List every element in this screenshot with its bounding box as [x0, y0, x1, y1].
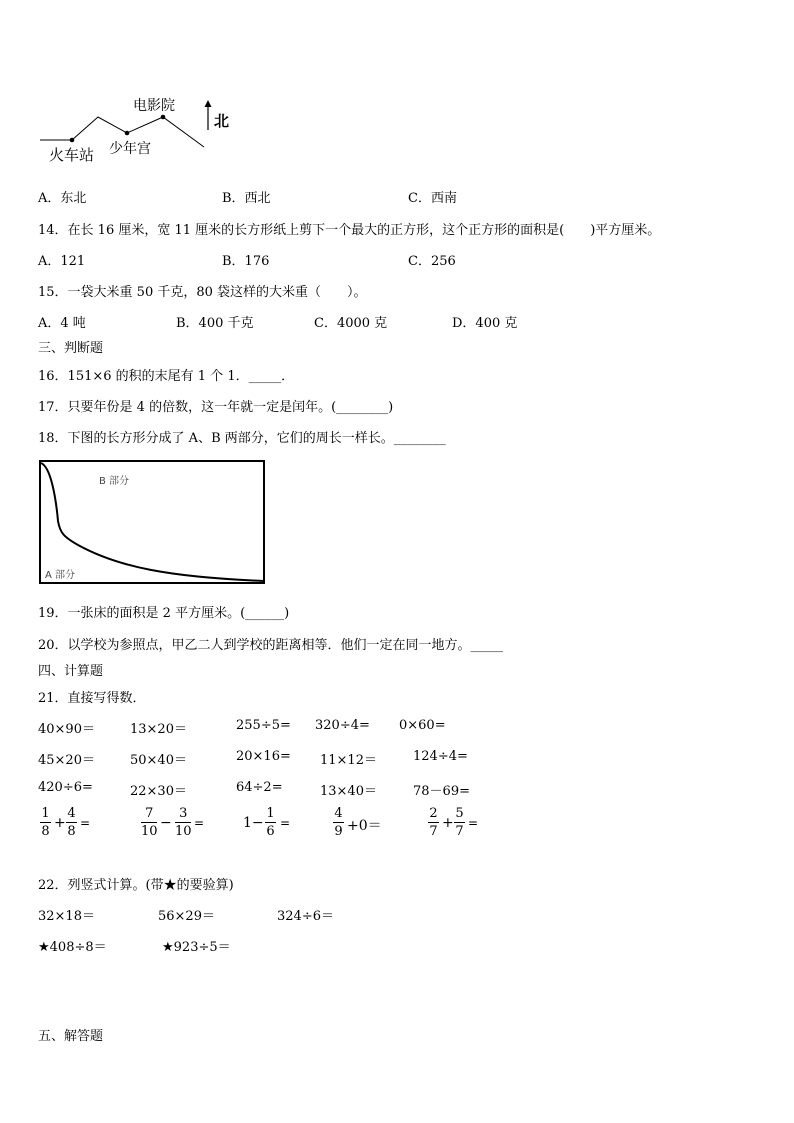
denominator: 10 [175, 824, 192, 839]
q15-option-b: B．400 千克 [176, 316, 254, 331]
whole-part: 1− [243, 815, 264, 831]
cinema-label: 电影院 [133, 98, 175, 114]
station-label: 火车站 [49, 146, 95, 164]
denominator: 6 [266, 824, 275, 839]
operator: + [54, 815, 66, 831]
section-4-heading: 四、计算题 [38, 664, 104, 679]
calc-item: 40×90＝ [38, 722, 95, 737]
q15-option-a: A．4 吨 [38, 316, 86, 331]
vertical-calc-item: 32×18＝ [38, 909, 95, 924]
numerator: 7 [145, 806, 154, 821]
q15-option-d: D．400 克 [452, 316, 518, 331]
q20-text: 20．以学校为参照点，甲乙二人到学校的距离相等．他们一定在同一地方。_____ [38, 638, 504, 653]
calc-item: 320÷4= [315, 718, 370, 733]
north-label: 北 [214, 112, 230, 130]
vertical-calc-item-verify: ★923÷5＝ [162, 940, 231, 955]
cinema-dot [161, 115, 166, 120]
q21-title: 21．直接写得数． [38, 691, 146, 706]
q15-option-c: C．4000 克 [314, 316, 388, 331]
calc-item: 0×60= [399, 718, 446, 733]
numerator: 1 [266, 806, 275, 821]
equals: = [194, 816, 205, 830]
calc-item: 50×40＝ [130, 753, 187, 768]
q14-option-c: C．256 [408, 254, 456, 269]
q14-option-a: A．121 [38, 254, 86, 269]
part-a-label: A 部分 [45, 570, 76, 581]
youth-palace-label: 少年宫 [109, 141, 151, 157]
rest: +0＝ [347, 818, 382, 834]
calc-item: 255÷5= [236, 718, 291, 733]
calc-item: 11×12＝ [320, 753, 377, 768]
denominator: 10 [141, 824, 158, 839]
q19-text: 19．一张床的面积是 2 平方厘米。(______) [38, 606, 290, 621]
calc-item: 22×30＝ [130, 784, 187, 799]
calc-item: 420÷6= [38, 780, 93, 795]
equals: = [80, 816, 91, 830]
calc-item: 124÷4= [413, 749, 468, 764]
part-b-label: B 部分 [99, 476, 130, 487]
numerator: 2 [429, 806, 438, 821]
q14-text: 14．在长 16 厘米，宽 11 厘米的长方形纸上剪下一个最大的正方形，这个正方形的面积是( )平方厘米。 [38, 223, 661, 238]
north-arrow-head [205, 100, 212, 107]
q17-text: 17．只要年份是 4 的倍数，这一年就一定是闰年。(________) [38, 400, 394, 415]
numerator: 4 [334, 806, 343, 821]
section-3-heading: 三、判断题 [38, 341, 104, 356]
calc-item: 13×40＝ [320, 784, 377, 799]
denominator: 7 [429, 824, 438, 839]
q13-option-c: C．西南 [408, 191, 457, 206]
calc-item: 64÷2= [236, 780, 283, 795]
q13-option-a: A．东北 [38, 191, 87, 206]
vertical-calc-item: 324÷6＝ [277, 909, 334, 924]
equals: = [468, 816, 479, 830]
q14-option-b: B．176 [222, 254, 270, 269]
denominator: 7 [455, 824, 464, 839]
calc-item: 13×20＝ [130, 722, 187, 737]
dividing-curve [41, 463, 264, 581]
denominator: 8 [41, 824, 50, 839]
q15-text: 15．一袋大米重 50 千克，80 袋这样的大米重（ ）。 [38, 285, 367, 300]
numerator: 4 [67, 806, 76, 821]
numerator: 1 [41, 806, 50, 821]
q22-title: 22．列竖式计算。(带★的要验算) [38, 878, 234, 893]
youth-palace-dot [125, 131, 130, 136]
section-5-heading: 五、解答题 [38, 1029, 104, 1044]
operator: + [442, 815, 454, 831]
station-dot [70, 138, 75, 143]
denominator: 9 [334, 824, 343, 839]
vertical-calc-item: 56×29＝ [158, 909, 215, 924]
q18-text: 18．下图的长方形分成了 A、B 两部分，它们的周长一样长。________ [38, 431, 446, 446]
vertical-calc-item-verify: ★408÷8＝ [38, 940, 107, 955]
operator: − [160, 815, 172, 831]
q13-option-b: B．西北 [222, 191, 271, 206]
equals: = [280, 816, 291, 830]
calc-item: 45×20＝ [38, 753, 95, 768]
calc-item: 78－69= [413, 784, 470, 799]
numerator: 5 [455, 806, 464, 821]
q16-text: 16．151×6 的积的末尾有 1 个 1．_____． [38, 369, 295, 384]
denominator: 8 [67, 824, 76, 839]
calc-item: 20×16= [236, 749, 291, 764]
rectangle-outline [40, 461, 264, 583]
numerator: 3 [179, 806, 188, 821]
